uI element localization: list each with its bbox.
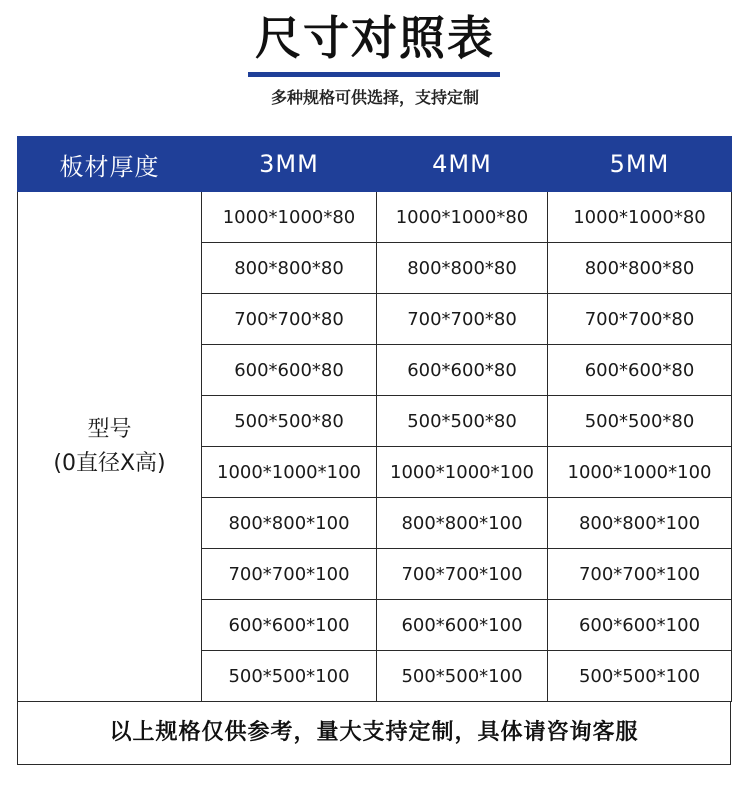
table-cell: 1000*1000*100 <box>548 447 732 498</box>
table-cell: 500*500*100 <box>377 651 548 702</box>
table-cell: 500*500*80 <box>377 396 548 447</box>
table-cell: 1000*1000*80 <box>377 192 548 243</box>
table-cell: 700*700*100 <box>202 549 377 600</box>
table-cell: 700*700*80 <box>548 294 732 345</box>
table-cell: 500*500*80 <box>202 396 377 447</box>
table-cell: 600*600*100 <box>202 600 377 651</box>
table-cell: 800*800*80 <box>377 243 548 294</box>
table-cell: 1000*1000*80 <box>202 192 377 243</box>
table-cell: 700*700*80 <box>202 294 377 345</box>
table-cell: 700*700*100 <box>377 549 548 600</box>
table-cell: 500*500*100 <box>548 651 732 702</box>
column-header-4mm: 4MM <box>377 137 548 192</box>
table-header-row <box>18 137 732 192</box>
page-subtitle: 多种规格可供选择，支持定制 <box>270 88 479 107</box>
column-header-thickness: 板材厚度 <box>18 137 202 192</box>
table-cell: 600*600*100 <box>548 600 732 651</box>
model-label-spec: (0直径X高) <box>53 450 166 476</box>
table-row <box>18 192 732 243</box>
column-header-3mm: 3MM <box>202 137 377 192</box>
table-cell: 800*800*100 <box>202 498 377 549</box>
table-cell: 800*800*80 <box>202 243 377 294</box>
page-title: 尺寸对照表 <box>255 11 495 65</box>
table-cell: 800*800*100 <box>377 498 548 549</box>
table-cell: 800*800*80 <box>548 243 732 294</box>
model-label: 型号 <box>87 416 132 442</box>
table-cell: 600*600*80 <box>202 345 377 396</box>
table-cell: 1000*1000*80 <box>548 192 732 243</box>
size-table <box>17 136 732 702</box>
table-cell: 600*600*80 <box>548 345 732 396</box>
table-cell: 700*700*80 <box>377 294 548 345</box>
footer-note: 以上规格仅供参考，量大支持定制，具体请咨询客服 <box>17 701 731 765</box>
table-cell: 600*600*80 <box>377 345 548 396</box>
table-cell: 500*500*100 <box>202 651 377 702</box>
model-label-cell <box>18 192 202 702</box>
table-cell: 700*700*100 <box>548 549 732 600</box>
title-underline <box>248 72 500 77</box>
column-header-5mm: 5MM <box>548 137 732 192</box>
table-cell: 800*800*100 <box>548 498 732 549</box>
table-cell: 1000*1000*100 <box>377 447 548 498</box>
table-cell: 500*500*80 <box>548 396 732 447</box>
table-cell: 1000*1000*100 <box>202 447 377 498</box>
table-cell: 600*600*100 <box>377 600 548 651</box>
